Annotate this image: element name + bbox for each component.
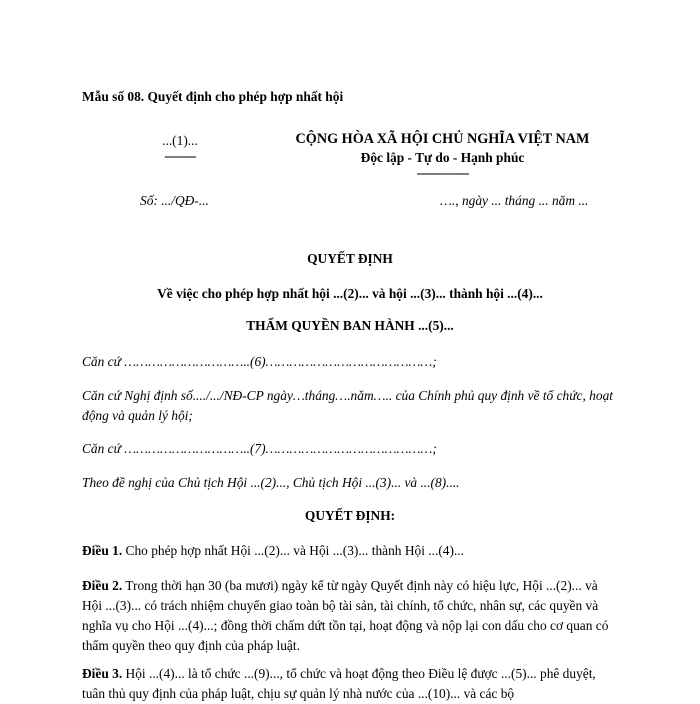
form-title: Mẫu số 08. Quyết định cho phép hợp nhất hội xyxy=(82,89,344,104)
country-name: CỘNG HÒA XÃ HỘI CHỦ NGHĨA VIỆT NAM xyxy=(295,131,590,147)
basis-item: Căn cứ …………………………..(7)……………………………………; xyxy=(82,441,437,456)
decision-subject: Về việc cho phép hợp nhất hội ...(2)... và hội ...(3)... thành hội ...(4)... xyxy=(157,286,543,301)
basis-item: Căn cứ Nghị định số..../.../NĐ-CP ngày…tháng….năm….. của Chính phủ quy định về tổ chức, hoạt động và quản lý hội; xyxy=(82,388,613,423)
issuing-org-placeholder: ...(1)... xyxy=(162,133,198,148)
article xyxy=(82,541,614,561)
article-text: Cho phép hợp nhất Hội ...(2)... và Hội ...(3)... thành Hội ...(4)... xyxy=(122,543,464,558)
article-label: Điều 3. xyxy=(82,666,123,681)
issuing-org-rule: --------- xyxy=(164,148,196,163)
basis-item: Căn cứ …………………………..(6)……………………………………; xyxy=(82,354,437,369)
decides-title: QUYẾT ĐỊNH: xyxy=(304,508,396,523)
issuing-authority: THẨM QUYỀN BAN HÀNH ...(5)... xyxy=(246,318,454,333)
motto-rule: --------------- xyxy=(416,165,469,180)
article-label: Điều 2. xyxy=(82,578,123,593)
article-text: Hội ...(4)... là tổ chức ...(9)..., tổ chức và hoạt động theo Điều lệ được ...(5)... phê duyệt, tuân thủ quy định của pháp luật, chịu sự quản lý nhà nước của ...(10)... và các bộ xyxy=(82,666,596,701)
place-and-date: …., ngày ... tháng ... năm ... xyxy=(440,193,589,208)
national-motto: Độc lập - Tự do - Hạnh phúc xyxy=(360,150,525,165)
article-text: Trong thời hạn 30 (ba mươi) ngày kể từ ngày Quyết định này có hiệu lực, Hội ...(2)... và Hội ...(3)... có trách nhiệm chuyển giao toàn bộ tài sản, tài chính, tổ chức, nhân sự, các quyền và nghĩa vụ cho Hội ...(4)...; đồng thời chấm dứt tồn tại, hoạt động và nộp lại con dấu cho cơ quan có thẩm quyền theo quy định của pháp luật. xyxy=(82,578,609,653)
article xyxy=(82,664,614,704)
basis-item: Theo đề nghị của Chủ tịch Hội ...(2)..., Chủ tịch Hội ...(3)... và ...(8).... xyxy=(82,475,460,490)
article xyxy=(82,576,614,656)
article-label: Điều 1. xyxy=(82,543,123,558)
document-number: Số: .../QĐ-... xyxy=(140,193,209,208)
decision-title: QUYẾT ĐỊNH xyxy=(307,251,393,266)
